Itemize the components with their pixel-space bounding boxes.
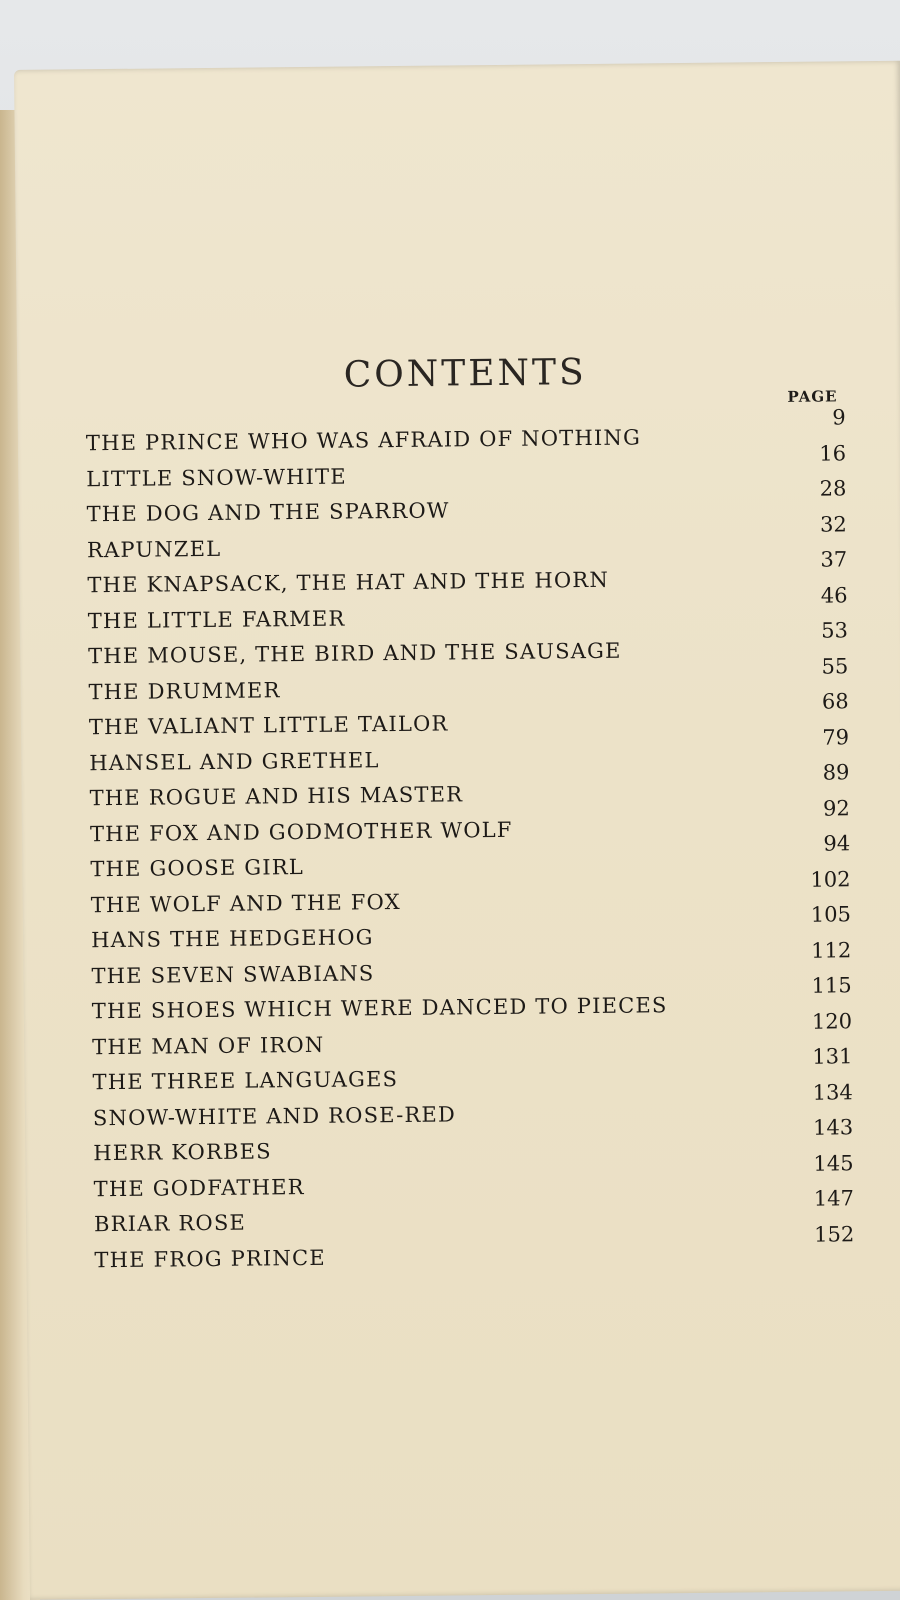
table-of-contents — [85, 405, 855, 1277]
toc-entry-page-number: 46 — [820, 582, 848, 608]
book-page — [14, 61, 900, 1600]
toc-entry-title: THE GODFATHER — [93, 1174, 305, 1201]
toc-entry-page-number: 79 — [822, 724, 850, 750]
toc-entry-page-number: 115 — [811, 973, 852, 998]
toc-entry-title: THE THREE LANGUAGES — [92, 1067, 399, 1095]
toc-entry-page-number: 120 — [811, 1008, 853, 1034]
toc-entry-title: THE VALIANT LITTLE TAILOR — [88, 711, 449, 740]
toc-entry-page-number: 131 — [812, 1044, 853, 1069]
toc-entry-page-number: 68 — [821, 689, 849, 714]
toc-entry-page-number: 147 — [813, 1186, 854, 1211]
toc-entry-title: LITTLE SNOW-WHITE — [86, 464, 347, 491]
toc-entry-page-number: 92 — [822, 795, 850, 821]
toc-entry-title: THE MAN OF IRON — [92, 1032, 325, 1059]
toc-entry-title: SNOW-WHITE AND ROSE-RED — [92, 1101, 457, 1130]
toc-entry-title: THE PRINCE WHO WAS AFRAID OF NOTHING — [85, 425, 642, 456]
toc-entry-page-number: 112 — [811, 937, 852, 963]
toc-entry-page-number: 16 — [819, 440, 847, 466]
toc-entry-title: THE SHOES WHICH WERE DANCED TO PIECES — [91, 993, 668, 1024]
toc-entry-title: THE ROGUE AND HIS MASTER — [89, 782, 464, 811]
toc-entry-title: THE WOLF AND THE FOX — [90, 889, 401, 917]
toc-entry-page-number: 143 — [812, 1115, 854, 1140]
toc-entry-page-number: 89 — [822, 760, 850, 785]
toc-entry-title: THE KNAPSACK, THE HAT AND THE HORN — [87, 567, 610, 598]
toc-entry-page-number: 134 — [812, 1079, 853, 1105]
toc-entry-page-number: 53 — [821, 618, 849, 643]
toc-entry-title: THE FOX AND GODMOTHER WOLF — [89, 817, 513, 846]
toc-entry-page-number: 37 — [820, 547, 848, 572]
toc-entry-title: HANSEL AND GRETHEL — [89, 747, 380, 775]
toc-entry-page-number: 32 — [819, 511, 847, 537]
toc-entry-title: BRIAR ROSE — [93, 1210, 247, 1237]
toc-entry-page-number: 9 — [832, 405, 846, 430]
toc-entry-page-number: 55 — [821, 653, 849, 679]
toc-entry-title: THE LITTLE FARMER — [87, 606, 346, 633]
toc-entry-title: THE SEVEN SWABIANS — [91, 960, 375, 988]
toc-entry-page-number: 94 — [823, 831, 851, 856]
page-column-label: PAGE — [787, 387, 838, 406]
toc-entry-page-number: 145 — [813, 1150, 854, 1176]
toc-entry-title: THE DOG AND THE SPARROW — [86, 498, 450, 527]
toc-entry-title: THE FROG PRINCE — [94, 1245, 326, 1272]
toc-entry-title: THE MOUSE, THE BIRD AND THE SAUSAGE — [88, 638, 622, 669]
toc-entry-page-number: 105 — [810, 902, 852, 927]
toc-entry-title: THE DRUMMER — [88, 677, 281, 704]
toc-entry-title: HANS THE HEDGEHOG — [90, 925, 374, 953]
contents-heading: CONTENTS — [343, 352, 587, 396]
toc-entry-page-number: 102 — [810, 866, 851, 892]
toc-entry-page-number: 152 — [814, 1221, 855, 1247]
toc-entry-title: RAPUNZEL — [86, 536, 222, 562]
toc-entry-title: THE GOOSE GIRL — [90, 855, 305, 882]
toc-entry-page-number: 28 — [819, 476, 847, 501]
toc-entry-title: HERR KORBES — [93, 1139, 272, 1166]
